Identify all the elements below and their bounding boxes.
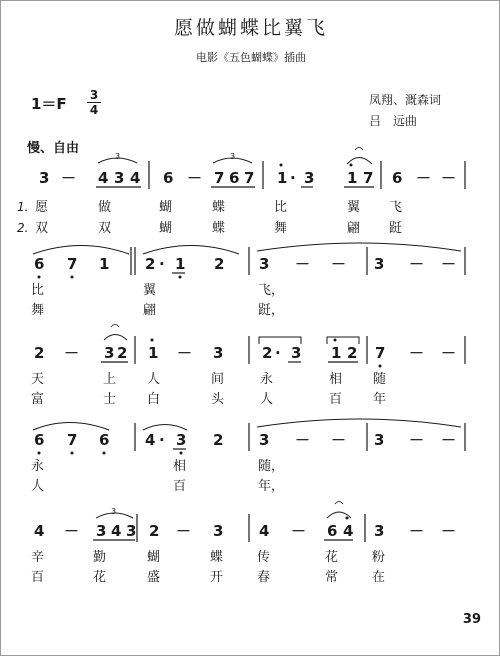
lyric-char: 士 <box>103 392 117 407</box>
key-signature: 1＝F <box>31 95 67 113</box>
note: － <box>64 522 80 540</box>
note: 3 <box>213 344 224 362</box>
note: 7 <box>214 169 225 187</box>
lyric-char: 翼 <box>347 200 361 215</box>
note: 6 <box>99 431 110 449</box>
tempo-marking: 慢、自由 <box>27 141 80 156</box>
lyric-char: 头 <box>211 392 225 407</box>
lyric-char: 在 <box>372 570 386 585</box>
song-title: 愿做蝴蝶比翼飞 <box>173 17 328 39</box>
note: 3 <box>374 431 385 449</box>
note: 2 <box>262 344 273 362</box>
note: － <box>64 344 80 362</box>
lyric-char: 翼 <box>143 283 157 298</box>
note: 2 <box>117 344 128 362</box>
low-octave-dot <box>71 452 74 455</box>
lyric-char: 百 <box>31 570 45 585</box>
note: － <box>291 522 307 540</box>
lyric-char: 百 <box>173 479 187 494</box>
lyric-char: 勤 <box>93 550 107 565</box>
slur <box>143 246 239 255</box>
note: 6 <box>392 169 403 187</box>
lyric-char: 年， <box>258 479 285 494</box>
augmentation-dot: · <box>290 169 296 187</box>
score-system-4 <box>31 419 465 494</box>
note: 7 <box>67 431 78 449</box>
verse-label: 1. <box>17 200 29 214</box>
note: 4 <box>111 522 122 540</box>
note: 7 <box>363 169 374 187</box>
score-system-5 <box>31 502 456 586</box>
slur <box>33 246 129 255</box>
note: 2 <box>149 522 160 540</box>
composer-credit: 吕 远曲 <box>369 114 418 128</box>
note: 4 <box>98 169 109 187</box>
note: 6 <box>327 522 338 540</box>
lyric-char: 做 <box>98 200 112 215</box>
note: 3 <box>96 522 107 540</box>
high-octave-dot <box>151 339 154 342</box>
lyric-char: 天 <box>31 372 45 387</box>
beat-bracket <box>259 337 301 344</box>
tie <box>257 419 461 427</box>
lyric-char: 跹， <box>258 303 285 318</box>
lyric-char: 人 <box>147 372 161 387</box>
slur <box>143 425 187 431</box>
high-octave-dot <box>350 164 353 167</box>
note: 7 <box>67 255 78 273</box>
augmentation-dot: · <box>275 344 281 362</box>
note: 1 <box>347 169 358 187</box>
note: 1 <box>277 169 288 187</box>
note: 3 <box>304 169 315 187</box>
lyric-char: 蝴 <box>159 221 173 236</box>
lyric-char: 飞， <box>258 283 285 298</box>
lyric-char: 愿 <box>35 200 49 215</box>
triplet-number: 3 <box>115 152 121 161</box>
note: 6 <box>34 431 45 449</box>
low-octave-dot <box>379 365 382 368</box>
verse-label: 2. <box>17 221 29 235</box>
note: － <box>441 431 457 449</box>
score-system-2 <box>31 243 465 318</box>
lyric-char: 人 <box>260 392 274 407</box>
note: － <box>441 169 457 187</box>
note: 3 <box>259 431 270 449</box>
note: 3 <box>39 169 50 187</box>
note: 6 <box>163 169 174 187</box>
score-system-1 <box>17 148 465 237</box>
song-subtitle: 电影《五色蝴蝶》插曲 <box>196 51 306 64</box>
augmentation-dot: · <box>159 255 165 273</box>
page-number: 39 <box>462 612 481 627</box>
lyricist-credit: 凤翔、溉森词 <box>369 93 442 107</box>
slur <box>347 158 372 165</box>
note: 4 <box>130 169 141 187</box>
lyric-char: 春 <box>257 570 271 585</box>
lyric-char: 白 <box>147 392 161 407</box>
triplet-number: 3 <box>111 507 117 516</box>
note: 3 <box>126 522 137 540</box>
note: 3 <box>104 344 115 362</box>
lyric-char: 跹 <box>389 221 403 236</box>
lyric-char: 双 <box>98 221 112 236</box>
low-octave-dot <box>103 452 106 455</box>
fermata-mark <box>111 325 119 328</box>
note: － <box>416 169 432 187</box>
lyric-char: 永 <box>31 459 45 474</box>
note: 3 <box>374 522 385 540</box>
lyric-char: 随， <box>258 459 285 474</box>
note: 2 <box>347 344 358 362</box>
jianpu-score <box>1 1 500 656</box>
note: 1 <box>175 255 186 273</box>
note: 2 <box>34 344 45 362</box>
lyric-char: 舞 <box>274 221 288 236</box>
fermata-mark <box>355 148 363 151</box>
note: － <box>177 344 193 362</box>
lyric-char: 舞 <box>31 303 45 318</box>
lyric-char: 比 <box>274 200 288 215</box>
lyric-char: 随 <box>373 372 387 387</box>
lyric-char: 辛 <box>31 550 45 565</box>
note: 3 <box>259 255 270 273</box>
note: 4 <box>34 522 45 540</box>
note: － <box>409 344 425 362</box>
note: 6 <box>34 255 45 273</box>
lyric-char: 蝶 <box>210 550 224 565</box>
note: － <box>409 522 425 540</box>
lyric-char: 百 <box>329 392 343 407</box>
lyric-char: 比 <box>31 283 45 298</box>
augmentation-dot: · <box>159 431 165 449</box>
slur <box>104 335 127 341</box>
tie <box>257 243 461 251</box>
note: 2 <box>213 431 224 449</box>
note: 3 <box>213 522 224 540</box>
score-system-3 <box>31 325 465 408</box>
note: 2 <box>145 255 156 273</box>
note: － <box>295 255 311 273</box>
note: 7 <box>244 169 255 187</box>
high-octave-dot <box>346 517 349 520</box>
triplet-number: 3 <box>230 152 236 161</box>
lyric-char: 盛 <box>147 570 161 585</box>
note: － <box>409 255 425 273</box>
note: － <box>61 169 77 187</box>
lyric-char: 间 <box>211 372 225 387</box>
lyric-char: 翩 <box>143 303 157 318</box>
lyric-char: 双 <box>35 221 49 236</box>
low-octave-dot <box>71 276 74 279</box>
note: 3 <box>114 169 125 187</box>
lyric-char: 年 <box>373 392 387 407</box>
note: 6 <box>229 169 240 187</box>
lyric-char: 上 <box>103 372 117 387</box>
lyric-char: 粉 <box>372 550 386 565</box>
time-signature-top: 3 <box>89 88 99 102</box>
lyric-char: 蝶 <box>212 221 226 236</box>
lyric-char: 永 <box>260 372 274 387</box>
lyric-char: 人 <box>31 479 45 494</box>
note: 3 <box>291 344 302 362</box>
note: 1 <box>99 255 110 273</box>
note: － <box>187 169 203 187</box>
lyric-char: 相 <box>173 459 187 474</box>
slur <box>33 423 109 431</box>
note: 1 <box>331 344 342 362</box>
note: － <box>295 431 311 449</box>
lyric-char: 蝶 <box>212 200 226 215</box>
note: 2 <box>214 255 225 273</box>
beat-bracket <box>327 337 359 344</box>
lyric-char: 花 <box>325 550 339 565</box>
lyric-char: 飞 <box>389 200 403 215</box>
note: － <box>409 431 425 449</box>
lyric-char: 传 <box>257 550 271 565</box>
lyric-char: 常 <box>325 570 339 585</box>
lyric-char: 相 <box>329 372 343 387</box>
lyric-char: 翩 <box>347 221 361 236</box>
lyric-char: 花 <box>93 570 107 585</box>
note: － <box>441 344 457 362</box>
high-octave-dot <box>280 164 283 167</box>
note: 3 <box>176 431 187 449</box>
note: － <box>441 522 457 540</box>
note: － <box>331 431 347 449</box>
note: 4 <box>343 522 354 540</box>
low-octave-dot <box>38 276 41 279</box>
lyric-char: 富 <box>31 392 45 407</box>
note: 3 <box>374 255 385 273</box>
fermata-mark <box>335 502 343 505</box>
note: － <box>331 255 347 273</box>
lyric-char: 蝴 <box>147 550 161 565</box>
note: － <box>176 522 192 540</box>
note: 4 <box>259 522 270 540</box>
low-octave-dot <box>180 452 183 455</box>
note: 7 <box>375 344 386 362</box>
low-octave-dot <box>179 276 182 279</box>
high-octave-dot <box>334 339 337 342</box>
lyric-char: 开 <box>210 570 224 585</box>
note: 1 <box>148 344 159 362</box>
low-octave-dot <box>38 452 41 455</box>
lyric-char: 蝴 <box>159 200 173 215</box>
note: － <box>441 255 457 273</box>
note: 4 <box>145 431 156 449</box>
time-signature-bottom: 4 <box>89 103 99 117</box>
